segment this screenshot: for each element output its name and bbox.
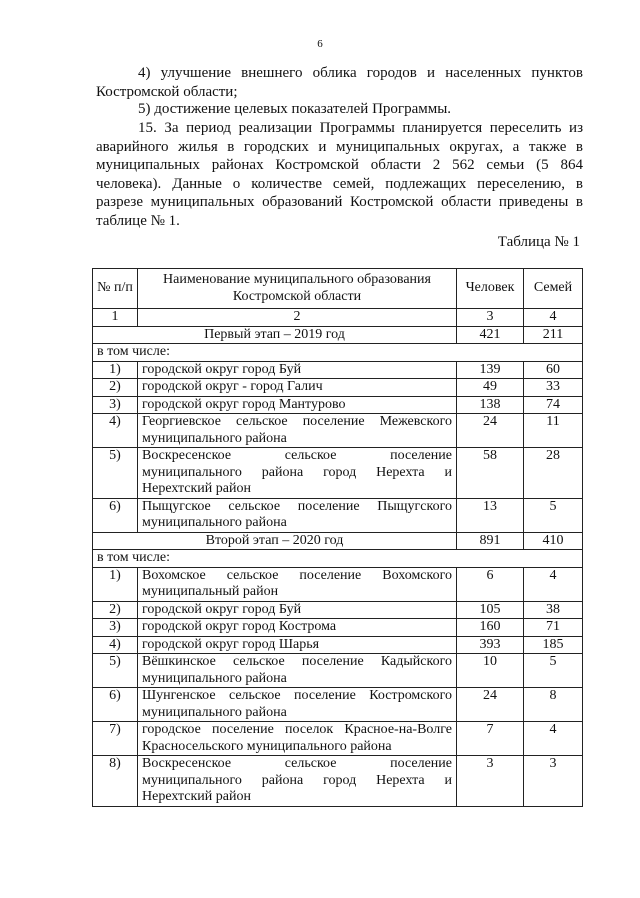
people-count: 24 xyxy=(457,688,524,722)
families-count: 60 xyxy=(524,361,583,379)
families-count: 4 xyxy=(524,567,583,601)
column-number-row xyxy=(93,309,583,327)
municipality-name: городской округ город Буй xyxy=(138,601,457,619)
people-count: 105 xyxy=(457,601,524,619)
families-count: 5 xyxy=(524,498,583,532)
col-number: 1 xyxy=(93,309,138,327)
row-number: 3) xyxy=(93,619,138,637)
including-label: в том числе: xyxy=(93,550,583,568)
families-count: 8 xyxy=(524,688,583,722)
families-count: 38 xyxy=(524,601,583,619)
municipality-name: городской округ город Кострома xyxy=(138,619,457,637)
table-row xyxy=(93,396,583,414)
municipality-name: городской округ город Мантурово xyxy=(138,396,457,414)
row-number: 1) xyxy=(93,567,138,601)
header-num: № п/п xyxy=(93,269,138,309)
stage-families: 211 xyxy=(524,326,583,344)
table-body xyxy=(93,269,583,807)
municipality-name: городской округ город Буй xyxy=(138,361,457,379)
families-count: 33 xyxy=(524,379,583,397)
row-number: 1) xyxy=(93,361,138,379)
people-count: 139 xyxy=(457,361,524,379)
stage-label: Первый этап – 2019 год xyxy=(93,326,457,344)
municipality-name: Пыщугское сельское поселение Пыщугского муниципального района xyxy=(138,498,457,532)
families-count: 5 xyxy=(524,654,583,688)
people-count: 160 xyxy=(457,619,524,637)
families-count: 28 xyxy=(524,448,583,499)
row-number: 3) xyxy=(93,396,138,414)
resettlement-table xyxy=(92,268,583,807)
paragraph-goal-4 xyxy=(96,64,583,101)
table-row xyxy=(93,654,583,688)
row-number: 6) xyxy=(93,498,138,532)
row-number: 5) xyxy=(93,448,138,499)
municipality-name: городской округ город Шарья xyxy=(138,636,457,654)
col-number: 2 xyxy=(138,309,457,327)
people-count: 13 xyxy=(457,498,524,532)
municipality-name: Вёшкинское сельское поселение Кадыйского муниципального района xyxy=(138,654,457,688)
municipality-name: Воскресенское сельское поселение муниципального района город Нерехта и Нерехтский район xyxy=(138,756,457,807)
people-count: 49 xyxy=(457,379,524,397)
table-caption: Таблица № 1 xyxy=(497,234,580,250)
table-row xyxy=(93,448,583,499)
people-count: 3 xyxy=(457,756,524,807)
row-number: 2) xyxy=(93,379,138,397)
paragraph-text: 15. За период реализации Программы планируется переселить из аварийного жилья в городских и муниципальных округах, а также в муниципальных районах Костромской области 2 562 семьи (5 864 человека). Данные о количестве семей, подлежащих переселению, в разрезе муниципальных образований Костромской области приведены в таблице № 1. xyxy=(96,120,583,229)
header-row xyxy=(93,269,583,309)
row-number: 4) xyxy=(93,414,138,448)
families-count: 74 xyxy=(524,396,583,414)
including-row xyxy=(93,550,583,568)
col-number: 4 xyxy=(524,309,583,327)
table-row xyxy=(93,361,583,379)
stage-row xyxy=(93,532,583,550)
stage-label: Второй этап – 2020 год xyxy=(93,532,457,550)
municipality-name: городской округ - город Галич xyxy=(138,379,457,397)
including-row xyxy=(93,344,583,362)
people-count: 138 xyxy=(457,396,524,414)
row-number: 2) xyxy=(93,601,138,619)
municipality-name: Шунгенское сельское поселение Костромского муниципального района xyxy=(138,688,457,722)
table-row xyxy=(93,636,583,654)
col-number: 3 xyxy=(457,309,524,327)
municipality-name: Георгиевское сельское поселение Межевского муниципального района xyxy=(138,414,457,448)
table-row xyxy=(93,756,583,807)
families-count: 11 xyxy=(524,414,583,448)
row-number: 4) xyxy=(93,636,138,654)
table-row xyxy=(93,688,583,722)
row-number: 5) xyxy=(93,654,138,688)
people-count: 10 xyxy=(457,654,524,688)
paragraph-goal-5 xyxy=(96,100,583,119)
paragraph-text: 5) достижение целевых показателей Программы. xyxy=(138,101,452,117)
table-row xyxy=(93,722,583,756)
table-row xyxy=(93,567,583,601)
municipality-name: Воскресенское сельское поселение муниципального района город Нерехта и Нерехтский район xyxy=(138,448,457,499)
table-row xyxy=(93,601,583,619)
table-row xyxy=(93,414,583,448)
stage-people: 421 xyxy=(457,326,524,344)
paragraph-text: 4) улучшение внешнего облика городов и населенных пунктов Костромской области; xyxy=(96,65,583,100)
including-label: в том числе: xyxy=(93,344,583,362)
stage-row xyxy=(93,326,583,344)
people-count: 24 xyxy=(457,414,524,448)
stage-people: 891 xyxy=(457,532,524,550)
table-row xyxy=(93,498,583,532)
people-count: 58 xyxy=(457,448,524,499)
families-count: 4 xyxy=(524,722,583,756)
header-people: Человек xyxy=(457,269,524,309)
people-count: 6 xyxy=(457,567,524,601)
header-families: Семей xyxy=(524,269,583,309)
families-count: 185 xyxy=(524,636,583,654)
municipality-name: Вохомское сельское поселение Вохомского муниципальный район xyxy=(138,567,457,601)
people-count: 393 xyxy=(457,636,524,654)
families-count: 71 xyxy=(524,619,583,637)
row-number: 6) xyxy=(93,688,138,722)
table-row xyxy=(93,379,583,397)
families-count: 3 xyxy=(524,756,583,807)
municipality-name: городское поселение поселок Красное-на-Волге Красносельского муниципального района xyxy=(138,722,457,756)
row-number: 7) xyxy=(93,722,138,756)
people-count: 7 xyxy=(457,722,524,756)
table-row xyxy=(93,619,583,637)
stage-families: 410 xyxy=(524,532,583,550)
paragraph-15 xyxy=(96,119,583,230)
row-number: 8) xyxy=(93,756,138,807)
header-name: Наименование муниципального образования Костромской области xyxy=(138,269,457,309)
page-number: 6 xyxy=(317,38,323,50)
